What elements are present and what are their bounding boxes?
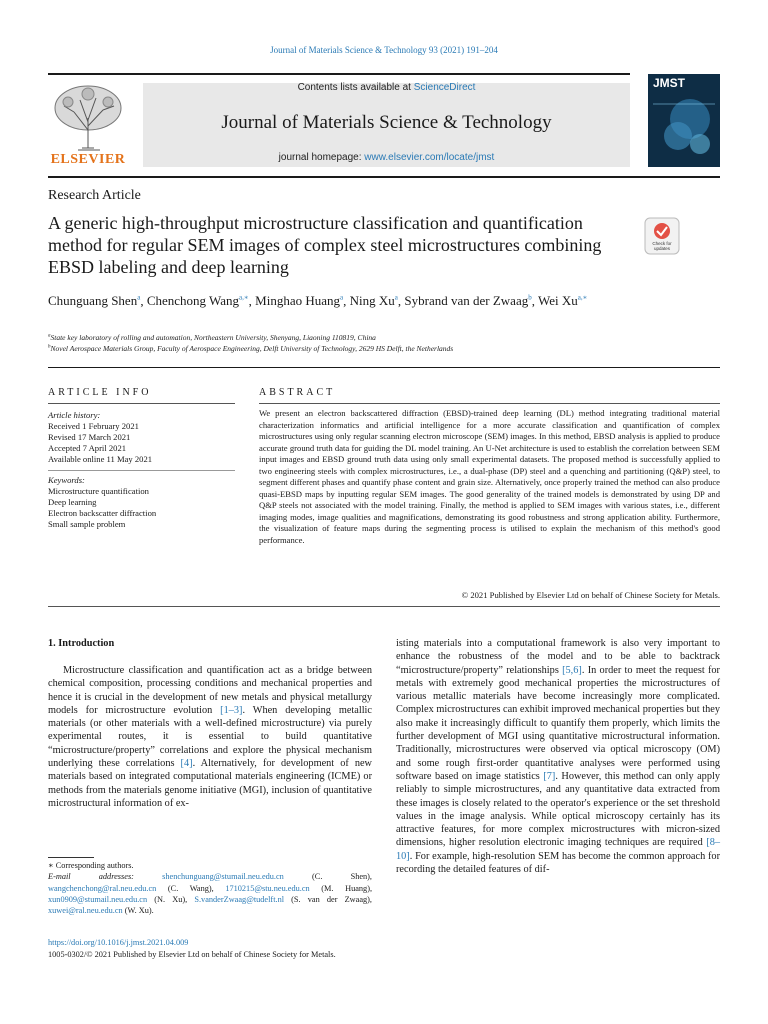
abstract-text: We present an electron backscattered diffraction (EBSD)-trained deep learning (DL) method integrating traditional material characterization informatics and artificial intelligence for a more accurate classification and quantification of complex microstructures using only regular scanning electron microscope (SEM) images. In this method, EBSD analysis is applied to produce accurate ground truth data for guiding the DL model training. An U-Net architecture is used to establish the correlation between SEM input images and EBSD ground truth data using only small experimental datasets. The proposed method is successfully applied to two engineering steels with complex microstructures, i.e., a dual-phase (DP) steel and a quenching and partitioning (Q&P) steel, to segment different phases and quantify phase content and grain size. Alternatively, once properly trained the method can also produce quasi-EBSD maps by inputting regular SEM images. The good generality of the trained models is demonstrated by using DP and Q&P steels not associated with the model training. Finally, the method is applied to SEM images with various states, i.e., different imaging modes, image qualities and magnifications, demonstrating its good robustness and strong application ability. Furthermore, the visualization of feature maps during the segmenting process is utilised to explain the mechanism of this method's good performance. xyxy=(259,408,720,545)
homepage-link[interactable]: www.elsevier.com/locate/jmst xyxy=(364,152,495,163)
sciencedirect-link[interactable]: ScienceDirect xyxy=(413,82,476,93)
keywords-label: Keywords: xyxy=(48,475,85,485)
citation-link[interactable]: [4] xyxy=(180,758,193,770)
doi-link[interactable]: https://doi.org/10.1016/j.jmst.2021.04.009 xyxy=(48,938,189,947)
article-title: A generic high-throughput microstructure classification and quantification method for regular SEM images of complex steel microstructures combining EBSD labeling and deep learning xyxy=(48,213,602,277)
author[interactable]: Chunguang Shen$^a$ xyxy=(48,293,141,309)
keyword: Electron backscatter diffraction xyxy=(48,508,157,518)
author[interactable]: Ning Xu$^a$ xyxy=(349,293,398,309)
body-text: Microstructure classification and quantification act as a bridge between chemical composition, processing conditions and mechanical properties and hence it is crucial in the development of new metals and physical metallurgy models for microstructure evolution xyxy=(48,665,372,716)
journal-title: Journal of Materials Science & Technology xyxy=(221,112,552,133)
check-for-updates-badge[interactable] xyxy=(644,217,680,255)
section-rule xyxy=(48,367,720,368)
body-text: . In order to meet the request for metals with extremely good mechanical properties the microstructures of various metallic materials have become increasingly more complicated. Complex microstructures can exhibit improved mechanical properties but they also make it increasingly difficult to quantify them properly, which limits the further development of MGI using quantitative microstructural information. Traditionally, microstructures were observed via optical microscopy (OM) and some rough first-order quantitative analyses were performed using software based on image statistics xyxy=(396,664,720,782)
article-info-rule xyxy=(48,403,235,404)
citation-link[interactable]: [1–3] xyxy=(220,704,243,716)
author[interactable]: Minghao Huang$^a$ xyxy=(255,293,344,309)
citation-link[interactable]: [7] xyxy=(543,770,556,782)
email-link[interactable]: xun0909@stumail.neu.edu.cn xyxy=(48,894,148,904)
history-received: Received 1 February 2021 xyxy=(48,421,139,431)
body-text: . When developing metallic materials (or other materials with a well-defined microstructure) via purely experimental routes, it is essential to build quantitative “microstructure/property” correlations and explore the physical mechanism underlying these correlations xyxy=(48,704,372,770)
history-online: Available online 11 May 2021 xyxy=(48,454,153,464)
email-link[interactable]: shenchunguang@stumail.neu.edu.cn xyxy=(162,872,284,882)
abstract-rule xyxy=(259,403,720,404)
email-list: E-mail addresses: shenchunguang@stumail.neu.edu.cn (C. Shen), wangchenchong@ral.neu.edu.cn (C. Wang), 1710215@stu.neu.edu.cn (M. Huang), xun0909@stumail.neu.edu.cn (N. Xu), S.vanderZwaag@tudelft.nl (S. van der Zwaag), xuwei@ral.neu.edu.cn (W. Xu). xyxy=(48,872,373,916)
article-info-heading: ARTICLE INFO xyxy=(48,387,152,398)
keyword: Deep learning xyxy=(48,497,97,507)
affiliation-a: $^a$State key laboratory of rolling and automation, Northeastern University, Shenyang, Liaoning 110819, China xyxy=(48,333,376,342)
author-list: Chunguang Shen$^a$, Chenchong Wang$^{a,∗}$, Minghao Huang$^a$, Ning Xu$^a$, Sybrand van der Zwaag$^b$, Wei $Xu^{a,∗}$ xyxy=(48,293,588,309)
journal-cover-image[interactable] xyxy=(648,74,720,167)
journal-reference[interactable]: Journal of Materials Science & Technology 93 (2021) 191–204 xyxy=(270,45,498,55)
introduction-heading: 1. Introduction xyxy=(48,638,115,649)
article-type: Research Article xyxy=(48,188,141,203)
body-text: . However, this method can only apply reliably to simple microstructures, and any quantitative data extracted from these images is closely related to the operator's experience or the set threshold values in the image analysis. While optical microscopy certainly has its attractive features, for more complex microstructures with micron-sized dimensions, higher resolution electronic imaging techniques are required xyxy=(396,770,720,849)
elsevier-wordmark: ELSEVIER xyxy=(50,152,126,167)
body-text: isting materials into a computational framework is also very important to enhance the robustness of the model and to be able to backtrack “microstructure/property” relationships xyxy=(396,638,720,676)
email-link[interactable]: 1710215@stu.neu.edu.cn xyxy=(225,883,310,893)
abstract-copyright: © 2021 Published by Elsevier Ltd on behalf of Chinese Society for Metals. xyxy=(461,590,720,600)
intro-column-1 xyxy=(48,664,372,810)
intro-column-2 xyxy=(396,637,720,876)
citation-link[interactable]: [8–10] xyxy=(396,837,720,862)
issn-copyright: 1005-0302/© 2021 Published by Elsevier Ltd on behalf of Chinese Society for Metals. xyxy=(48,950,336,959)
contents-line: Contents lists available at ScienceDirect xyxy=(297,82,476,93)
abstract-heading: ABSTRACT xyxy=(259,387,336,398)
body-text: . For example, high-resolution SEM has become the common approach for recording the detailed features of dif- xyxy=(396,850,720,876)
footnote-rule xyxy=(48,857,94,858)
email-link[interactable]: xuwei@ral.neu.edu.cn xyxy=(48,906,123,916)
email-link[interactable]: S.vanderZwaag@tudelft.nl xyxy=(194,894,285,904)
history-revised: Revised 17 March 2021 xyxy=(48,432,131,442)
corresponding-note: ∗ Corresponding authors. xyxy=(48,861,134,870)
body-text: . Alternatively, for development of new materials based on integrated computational materials engineering (ICME) or methods from the materials genome initiative (MGI), inclusion of quantitative microstructural information of ex- xyxy=(48,758,372,809)
header-top-rule xyxy=(48,73,630,75)
check-updates-label: Check for updates xyxy=(652,241,672,251)
keyword: Small sample problem xyxy=(48,519,126,529)
cover-title: JMST xyxy=(653,76,686,90)
author[interactable]: Sybrand van der Zwaag$^b$ xyxy=(404,293,532,309)
affiliation-b: $^b$Novel Aerospace Materials Group, Faculty of Aerospace Engineering, Delft University of Technology, 2629 HS Delft, the Netherlands xyxy=(48,344,454,353)
keyword: Microstructure quantification xyxy=(48,486,149,496)
email-link[interactable]: wangchenchong@ral.neu.edu.cn xyxy=(48,883,157,893)
author[interactable]: Wei $Xu^{a,∗}$ xyxy=(537,293,588,309)
homepage-line: journal homepage: www.elsevier.com/locate/jmst xyxy=(278,152,495,163)
citation-link[interactable]: [5,6] xyxy=(562,664,582,676)
abstract-bottom-rule xyxy=(48,606,720,607)
history-accepted: Accepted 7 April 2021 xyxy=(48,443,127,453)
footnotes xyxy=(48,860,372,916)
author[interactable]: Chenchong Wang$^{a,∗}$ xyxy=(146,293,249,309)
keywords-rule xyxy=(48,470,235,471)
history-label: Article history: xyxy=(48,410,101,420)
header-bottom-rule xyxy=(48,176,720,178)
